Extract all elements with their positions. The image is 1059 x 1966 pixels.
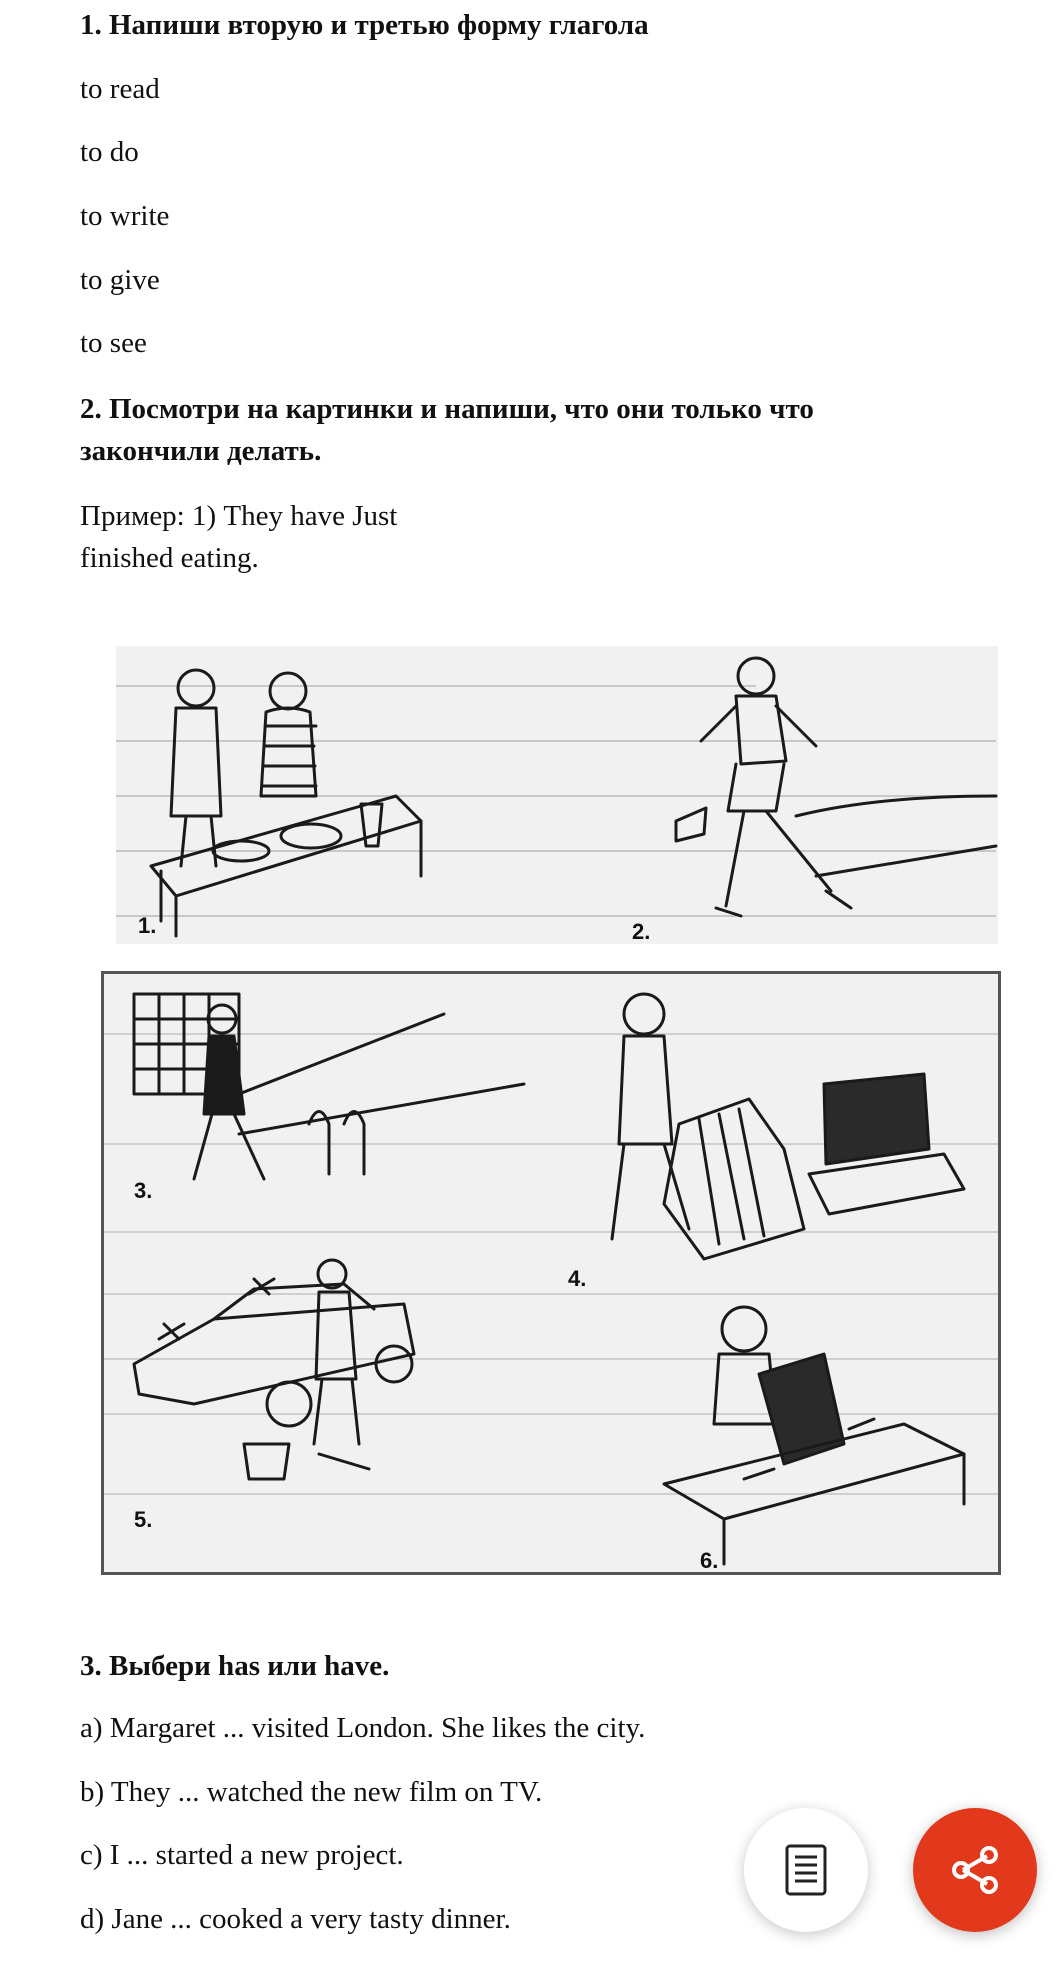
- illustration-pictures-3-6: [101, 971, 1001, 1575]
- picture-5-washed-car: [134, 1260, 414, 1479]
- task2-example-line1: Пример: 1) They have Just: [80, 500, 398, 532]
- verb-do: to do: [80, 136, 139, 168]
- verb-see: to see: [80, 327, 147, 359]
- document-reader-icon: [784, 1843, 828, 1897]
- picture-number-3: 3.: [134, 1178, 153, 1203]
- share-button[interactable]: [913, 1808, 1037, 1932]
- picture-2-running-boy: [676, 658, 996, 916]
- task2-example-line2: finished eating.: [80, 542, 259, 574]
- picture-number-6: 6.: [700, 1548, 719, 1572]
- picture-number-2: 2.: [632, 919, 651, 944]
- picture-1-people-table: [151, 670, 421, 936]
- sentence-a: a) Margaret ... visited London. She likes the city.: [80, 1712, 646, 1744]
- task1-heading: 1. Напиши вторую и третью форму глагола: [80, 9, 649, 41]
- verb-give: to give: [80, 264, 160, 296]
- picture-6-boy-book: [664, 1307, 964, 1564]
- sentence-c: c) I ... started a new project.: [80, 1839, 404, 1871]
- picture-3-swimming-pool: [134, 994, 524, 1179]
- reader-mode-button[interactable]: [744, 1808, 868, 1932]
- task2-heading-line2: закончили делать.: [80, 435, 322, 467]
- picture-number-5: 5.: [134, 1507, 153, 1532]
- sentence-d: d) Jane ... cooked a very tasty dinner.: [80, 1903, 511, 1935]
- verb-write: to write: [80, 200, 170, 232]
- task2-heading-line1: 2. Посмотри на картинки и напиши, что они только что: [80, 393, 814, 425]
- task3-heading: 3. Выбери has или have.: [80, 1650, 390, 1682]
- illustration-pictures-1-2: [116, 646, 998, 944]
- picture-number-4: 4.: [568, 1266, 587, 1291]
- picture-number-1: 1.: [138, 913, 157, 938]
- verb-read: to read: [80, 73, 160, 105]
- sentence-b: b) They ... watched the new film on TV.: [80, 1776, 543, 1808]
- share-icon: [947, 1842, 1003, 1898]
